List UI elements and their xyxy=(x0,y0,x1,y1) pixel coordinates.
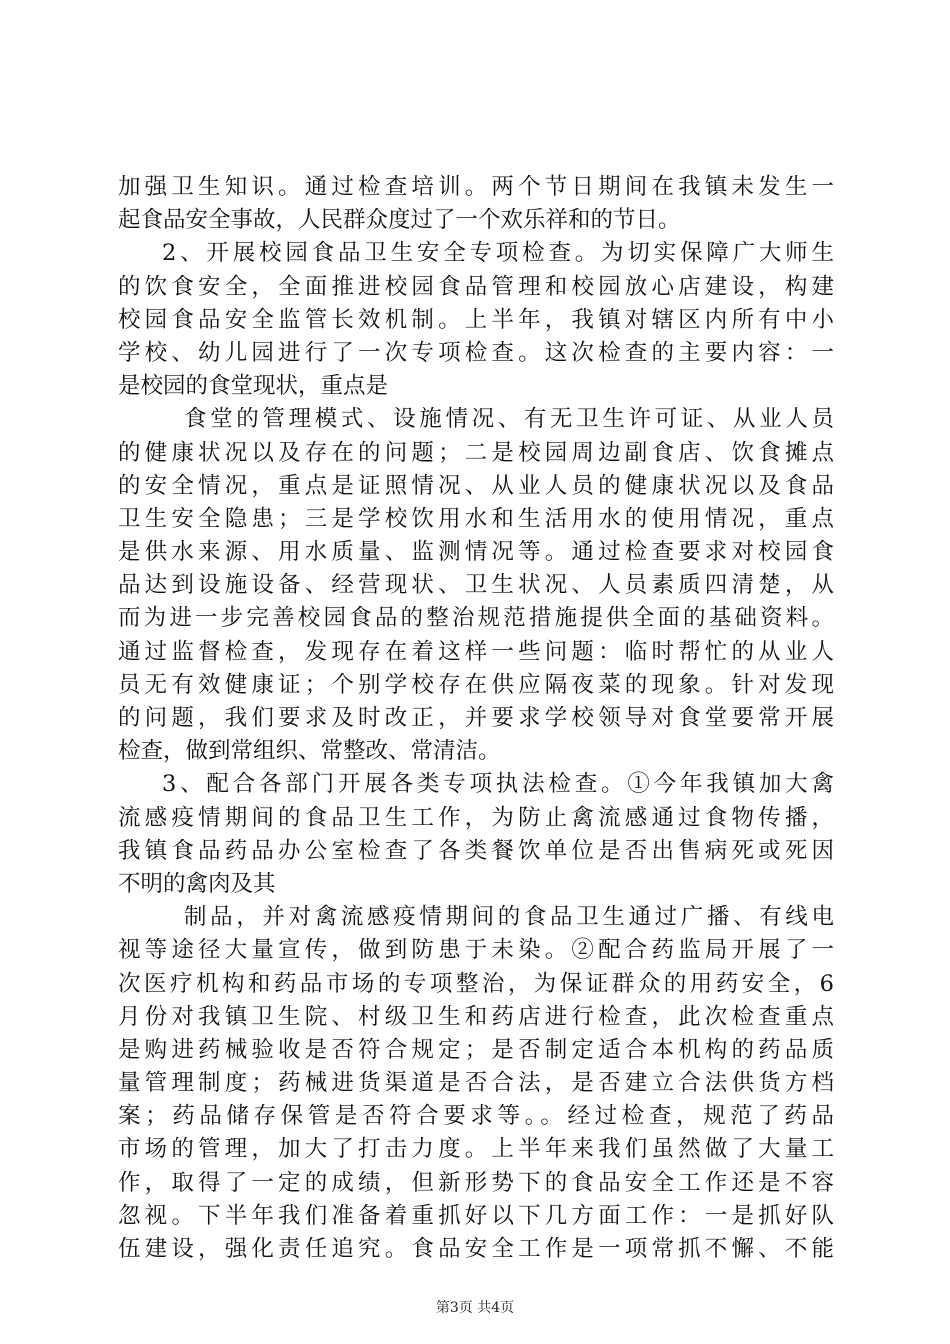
text-line: 的安全情况，重点是证照情况、从业人员的健康状况以及食品 xyxy=(118,472,834,499)
text-line: 校园食品安全监管长效机制。上半年，我镇对辖区内所有中小 xyxy=(118,306,834,333)
text-line: 不明的禽肉及其 xyxy=(118,870,276,897)
text-line: 3、配合各部门开展各类专项执法检查。①今年我镇加大禽 xyxy=(162,771,834,798)
text-line: 伍建设，强化责任追究。食品安全工作是一项常抓不懈、不能 xyxy=(118,1236,834,1262)
text-line: 是校园的食堂现状，重点是 xyxy=(118,373,389,400)
text-line: 制品，并对禽流感疫情期间的食品卫生通过广播、有线电 xyxy=(184,904,834,931)
text-line: 的饮食安全，全面推进校园食品管理和校园放心店建设，构建 xyxy=(118,273,834,300)
text-line: 是购进药械验收是否符合规定；是否制定适合本机构的药品质 xyxy=(118,1036,834,1063)
text-line: 学校、幼儿园进行了一次专项检查。这次检查的主要内容：一 xyxy=(118,339,834,366)
text-line: 的问题，我们要求及时改正，并要求学校领导对食堂要常开展 xyxy=(118,705,834,731)
text-line: 流感疫情期间的食品卫生工作，为防止禽流感通过食物传播， xyxy=(118,804,834,831)
text-line: 通过监督检查，发现存在着这样一些问题：临时帮忙的从业人 xyxy=(118,638,834,665)
text-line: 2、开展校园食品卫生安全专项检查。为切实保障广大师生 xyxy=(162,240,834,267)
document-body xyxy=(118,171,834,1266)
page-footer: 第3页 共4页 xyxy=(435,1300,515,1316)
text-line: 市场的管理，加大了打击力度。上半年来我们虽然做了大量工 xyxy=(118,1136,834,1163)
text-line: 检查，做到常组织、常整改、常清洁。 xyxy=(118,738,501,765)
text-line: 起食品安全事故，人民群众度过了一个欢乐祥和的节日。 xyxy=(118,207,681,234)
text-line: 视等途径大量宣传，做到防患于未染。②配合药监局开展了一 xyxy=(118,937,834,964)
text-line: 食堂的管理模式、设施情况、有无卫生许可证、从业人员 xyxy=(184,406,834,433)
text-line: 案；药品储存保管是否符合要求等。。经过检查，规范了药品 xyxy=(118,1103,834,1130)
text-line: 卫生安全隐患；三是学校饮用水和生活用水的使用情况，重点 xyxy=(118,505,834,532)
text-line: 品达到设施设备、经营现状、卫生状况、人员素质四清楚，从 xyxy=(118,572,834,599)
text-line: 员无有效健康证；个别学校存在供应隔夜菜的现象。针对发现 xyxy=(118,671,834,698)
text-line: 是供水来源、用水质量、监测情况等。通过检查要求对校园食 xyxy=(118,539,834,566)
text-line: 月份对我镇卫生院、村级卫生和药店进行检查，此次检查重点 xyxy=(118,1003,834,1030)
text-line: 作，取得了一定的成绩，但新形势下的食品安全工作还是不容 xyxy=(118,1169,834,1196)
text-line: 忽视。下半年我们准备着重抓好以下几方面工作：一是抓好队 xyxy=(118,1202,834,1229)
text-line: 次医疗机构和药品市场的专项整治，为保证群众的用药安全，6 xyxy=(118,970,834,997)
text-line: 加强卫生知识。通过检查培训。两个节日期间在我镇未发生一 xyxy=(118,174,834,200)
text-line: 我镇食品药品办公室检查了各类餐饮单位是否出售病死或死因 xyxy=(118,837,834,864)
text-line: 的健康状况以及存在的问题；二是校园周边副食店、饮食摊点 xyxy=(118,439,834,466)
text-line: 量管理制度；药械进货渠道是否合法，是否建立合法供货方档 xyxy=(118,1070,834,1097)
text-line: 而为进一步完善校园食品的整治规范措施提供全面的基础资料。 xyxy=(118,605,834,632)
